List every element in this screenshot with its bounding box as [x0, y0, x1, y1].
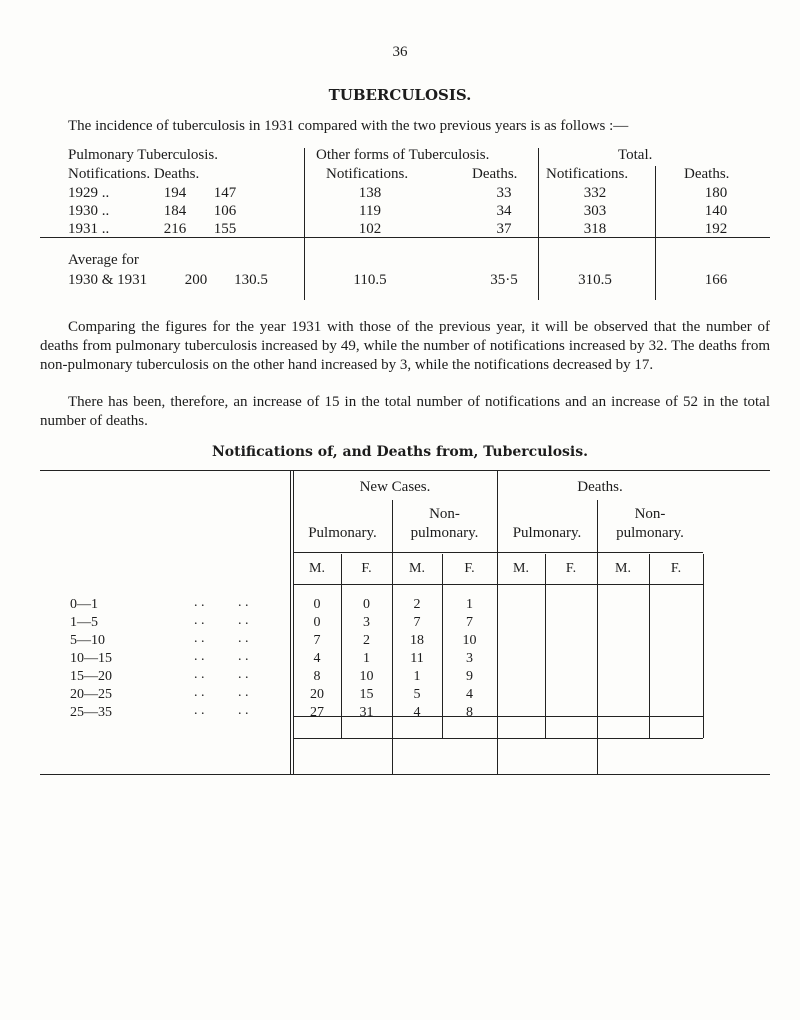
intro-sentence: The incidence of tuberculosis in 1931 compared with the two previous years is as follows :—: [68, 118, 629, 134]
table2-title: Notifications of, and Deaths from, Tuberculosis.: [212, 444, 588, 460]
header-other-tb: Other forms of Tuberculosis.: [316, 147, 490, 163]
paragraph-increase: There has been, therefore, an increase of 15 in the total number of notifications and an increase of 52 in the total number of deaths.: [40, 394, 770, 429]
header-total: Total.: [618, 147, 653, 163]
col-m: M.: [615, 561, 631, 576]
col-f: F.: [361, 561, 372, 576]
paragraph-comparison: Comparing the figures for the year 1931 with those of the previous year, it will be observed that the number of deaths from pulmonary tuberculosis increased by 49, while the number of notifications increased by 32. The deaths from non-pulmonary tuberculosis on the other hand increased by 3, while the notifications decreased by 17.: [40, 319, 770, 373]
header-new-non: Non-: [429, 506, 460, 522]
header-deaths-non-pulmonary: pulmonary.: [616, 525, 684, 541]
col-f: F.: [565, 561, 577, 576]
subheader-other-deaths: Deaths.: [472, 166, 518, 182]
col-m: M.: [513, 561, 529, 576]
col-f: F.: [464, 561, 475, 576]
col-f: F.: [670, 561, 682, 576]
header-new-cases: New Cases.: [359, 479, 431, 495]
header-new-pulmonary: Pulmonary.: [308, 525, 377, 541]
subheader-other-notif: Notifications.: [326, 166, 409, 182]
header-deaths-pulmonary: Pulmonary.: [512, 525, 582, 541]
header-new-non-pulmonary: pulmonary.: [410, 525, 479, 541]
page-number: 36: [392, 44, 408, 60]
col-m: M.: [309, 561, 325, 576]
header-pulmonary-tb: Pulmonary Tuberculosis.: [68, 147, 219, 163]
header-deaths-non: Non-: [634, 506, 666, 522]
header-deaths: Deaths.: [577, 479, 623, 495]
subheader-total-notif: Notifications.: [546, 166, 629, 182]
col-m: M.: [409, 561, 425, 576]
subheader-total-deaths: Deaths.: [684, 166, 730, 182]
page-title: TUBERCULOSIS.: [328, 86, 472, 104]
subheader-pul: Notifications. Deaths.: [68, 166, 200, 182]
